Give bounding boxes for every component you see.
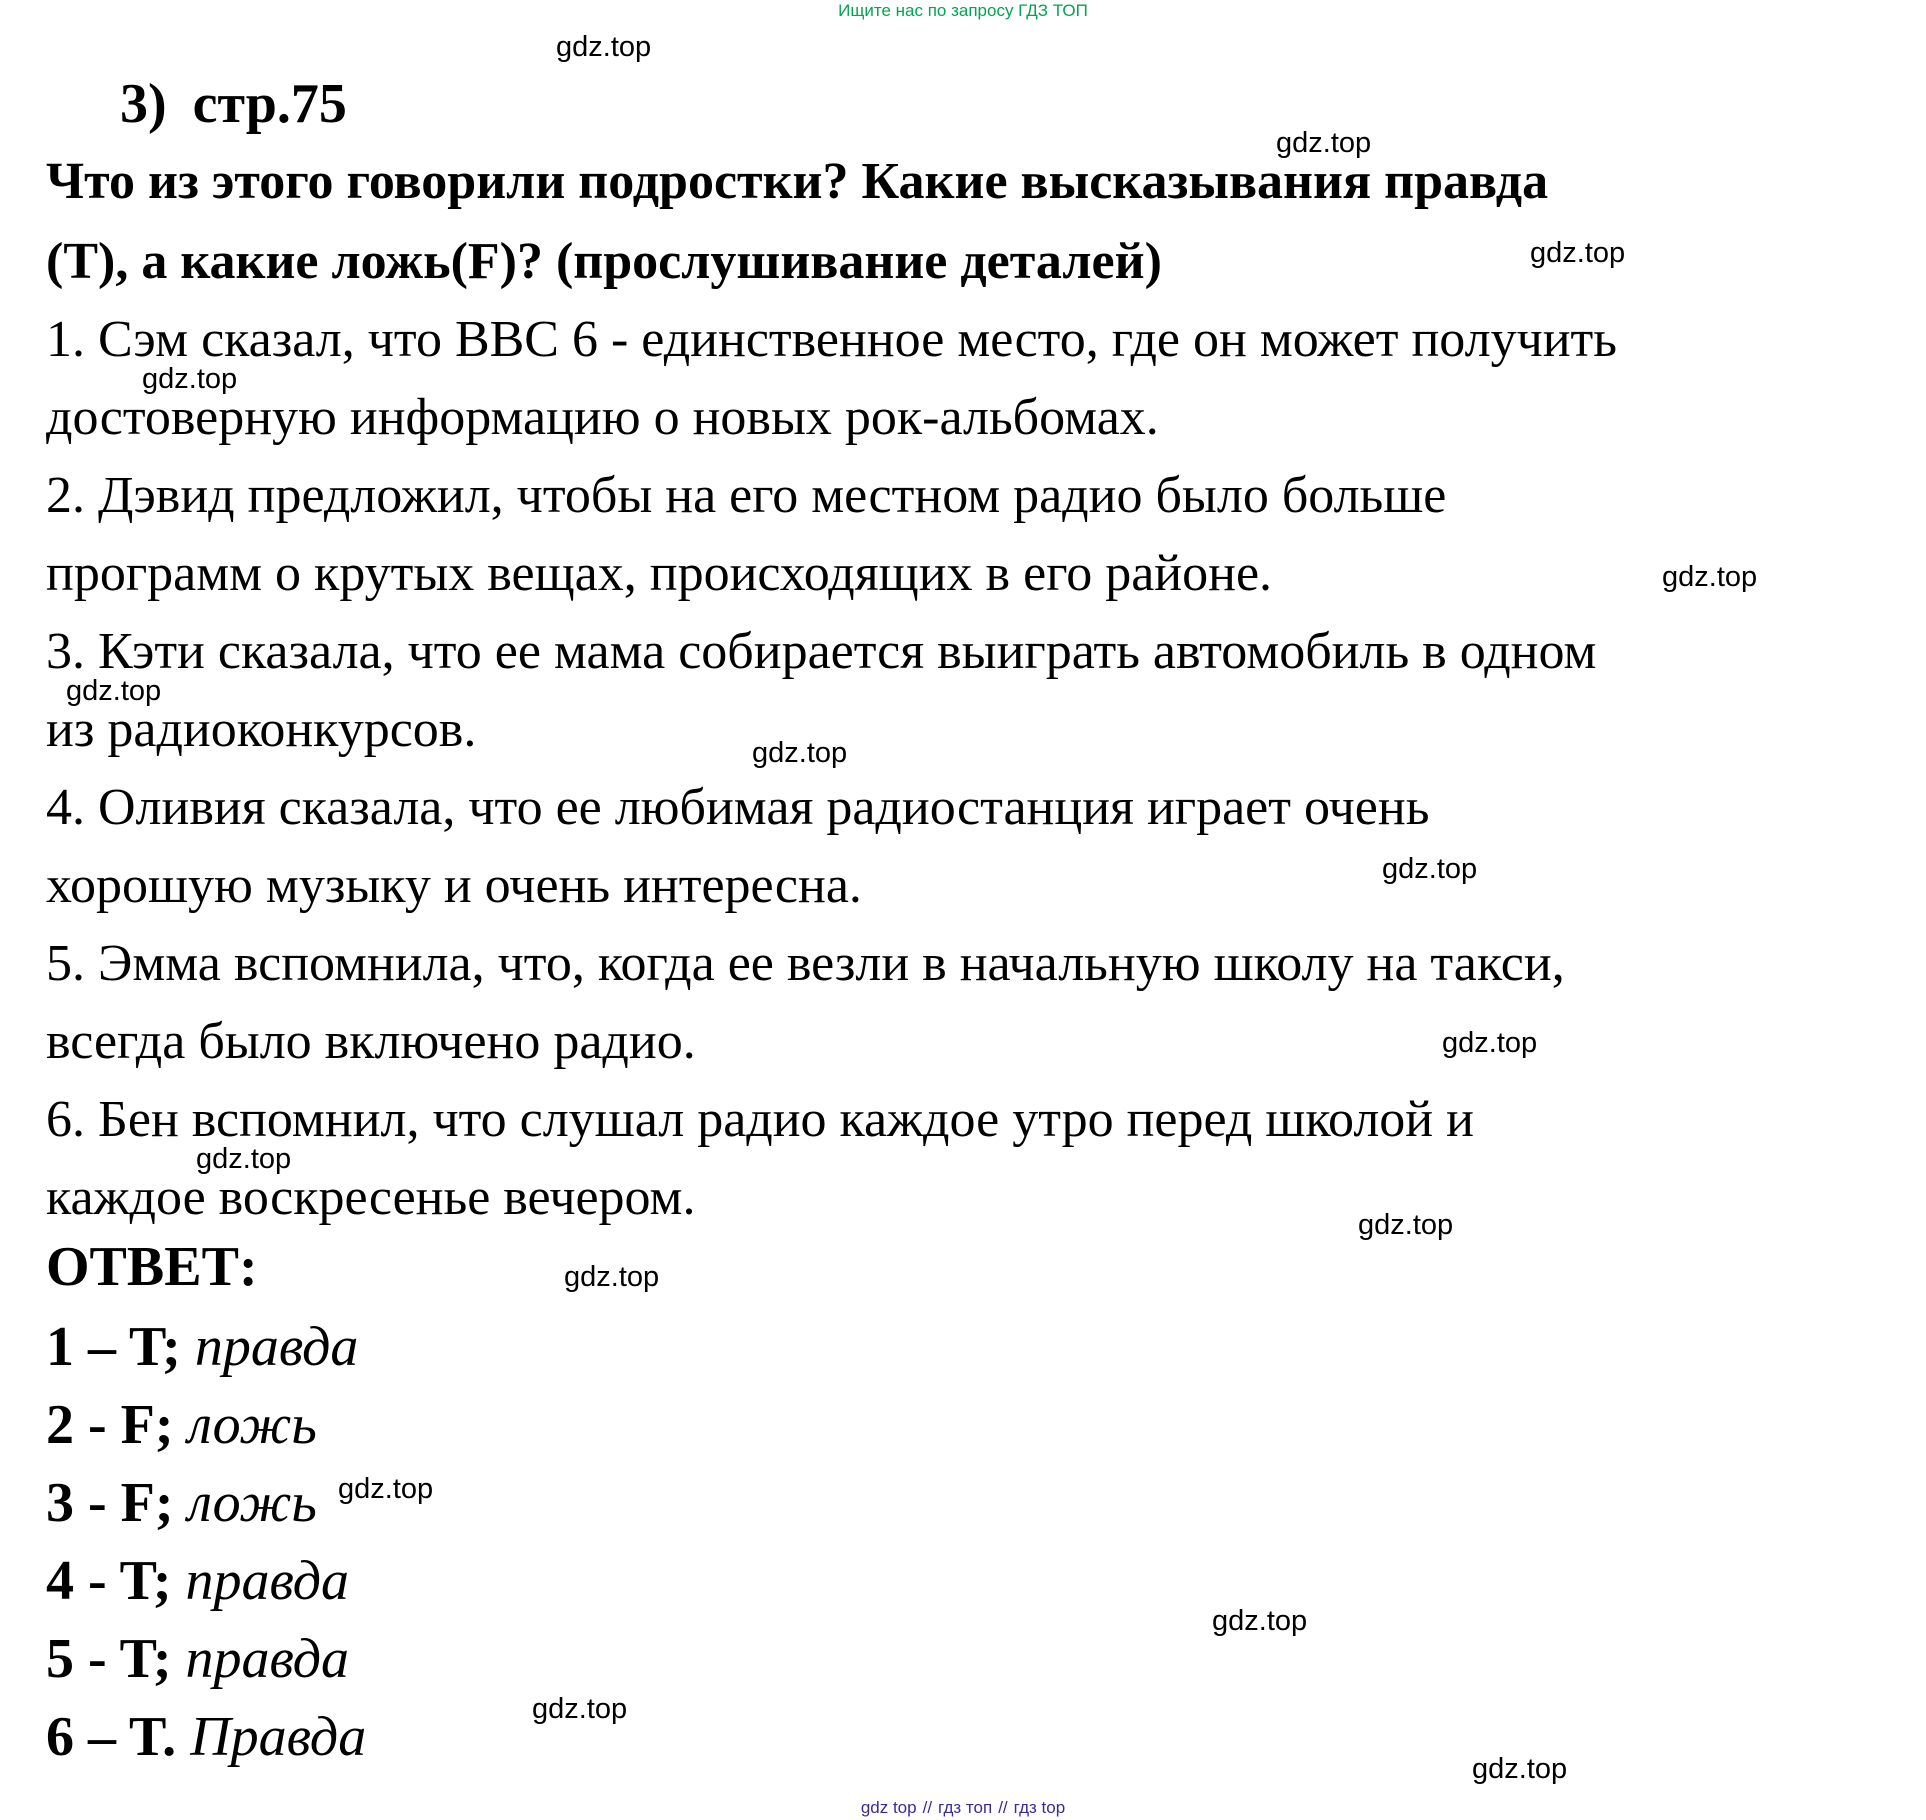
watermark: gdz.top [564, 1261, 660, 1293]
section-number: 3) [120, 73, 167, 135]
footer-part-1: gdz top [860, 1798, 917, 1817]
answer-3-value: ложь [187, 1472, 317, 1534]
answer-5-key: 5 - T; [46, 1628, 172, 1690]
top-banner: Ищите нас по запросу ГДЗ ТОП [838, 1, 1088, 20]
section-page: стр.75 [192, 73, 347, 135]
answer-2-key: 2 - F; [46, 1394, 174, 1456]
footer-separator: // [998, 1798, 1008, 1817]
task-heading-line-1: Что из этого говорили подростки? Какие высказывания правда [46, 153, 1549, 210]
statement-2-line-2: программ о крутых вещах, происходящих в его районе. [46, 545, 1273, 602]
answer-2-value: ложь [187, 1394, 317, 1456]
watermark: gdz.top [1382, 853, 1478, 885]
watermark: gdz.top [338, 1473, 434, 1505]
statement-5-line-2: всегда было включено радио. [46, 1013, 696, 1070]
statement-2-line-1: 2. Дэвид предложил, чтобы на его местном радио было больше [46, 467, 1447, 524]
section-header [120, 72, 347, 136]
watermark: gdz.top [1212, 1605, 1308, 1637]
statement-1-line-2: достоверную информацию о новых рок-альбомах. [46, 389, 1159, 446]
answer-6-value: Правда [190, 1706, 367, 1768]
watermark: gdz.top [1472, 1753, 1568, 1785]
footer-part-3: гдз top [1013, 1798, 1066, 1817]
statement-5-line-1: 5. Эмма вспомнила, что, когда ее везли в начальную школу на такси, [46, 935, 1565, 992]
answer-6-key: 6 – T. [46, 1706, 177, 1768]
watermark: gdz.top [1358, 1209, 1454, 1241]
watermark: gdz.top [1662, 561, 1758, 593]
watermark: gdz.top [532, 1693, 628, 1725]
statement-1-line-1: 1. Сэм сказал, что BBC 6 - единственное место, где он может получить [46, 311, 1617, 368]
footer [0, 1797, 1926, 1819]
answer-6 [46, 1704, 366, 1770]
answer-4-value: правда [185, 1550, 350, 1612]
statement-3-line-2: из радиоконкурсов. [46, 701, 477, 758]
answer-1 [46, 1314, 358, 1380]
watermark: gdz.top [1530, 237, 1626, 269]
statement-6-line-2: каждое воскресенье вечером. [46, 1169, 696, 1226]
answer-3 [46, 1470, 317, 1536]
watermark: gdz.top [196, 1143, 292, 1175]
statement-6-line-1: 6. Бен вспомнил, что слушал радио каждое утро перед школой и [46, 1091, 1474, 1148]
statement-4-line-2: хорошую музыку и очень интересна. [46, 857, 862, 914]
watermark: gdz.top [142, 363, 238, 395]
watermark: gdz.top [66, 675, 162, 707]
answer-1-key: 1 – T; [46, 1316, 181, 1378]
answer-2 [46, 1392, 317, 1458]
watermark: gdz.top [752, 737, 848, 769]
answer-title: ОТВЕТ: [46, 1236, 258, 1298]
watermark: gdz.top [1276, 127, 1372, 159]
task-heading-line-2: (T), а какие ложь(F)? (прослушивание деталей) [46, 233, 1162, 290]
statement-4-line-1: 4. Оливия сказала, что ее любимая радиостанция играет очень [46, 779, 1430, 836]
answer-5 [46, 1626, 349, 1692]
answer-3-key: 3 - F; [46, 1472, 174, 1534]
answer-4 [46, 1548, 349, 1614]
answer-1-value: правда [194, 1316, 359, 1378]
answer-4-key: 4 - T; [46, 1550, 172, 1612]
watermark: gdz.top [556, 31, 652, 63]
answer-5-value: правда [185, 1628, 350, 1690]
footer-separator: // [922, 1798, 933, 1817]
footer-part-2: гдз топ [938, 1798, 993, 1817]
statement-3-line-1: 3. Кэти сказала, что ее мама собирается выиграть автомобиль в одном [46, 623, 1597, 680]
watermark: gdz.top [1442, 1027, 1538, 1059]
